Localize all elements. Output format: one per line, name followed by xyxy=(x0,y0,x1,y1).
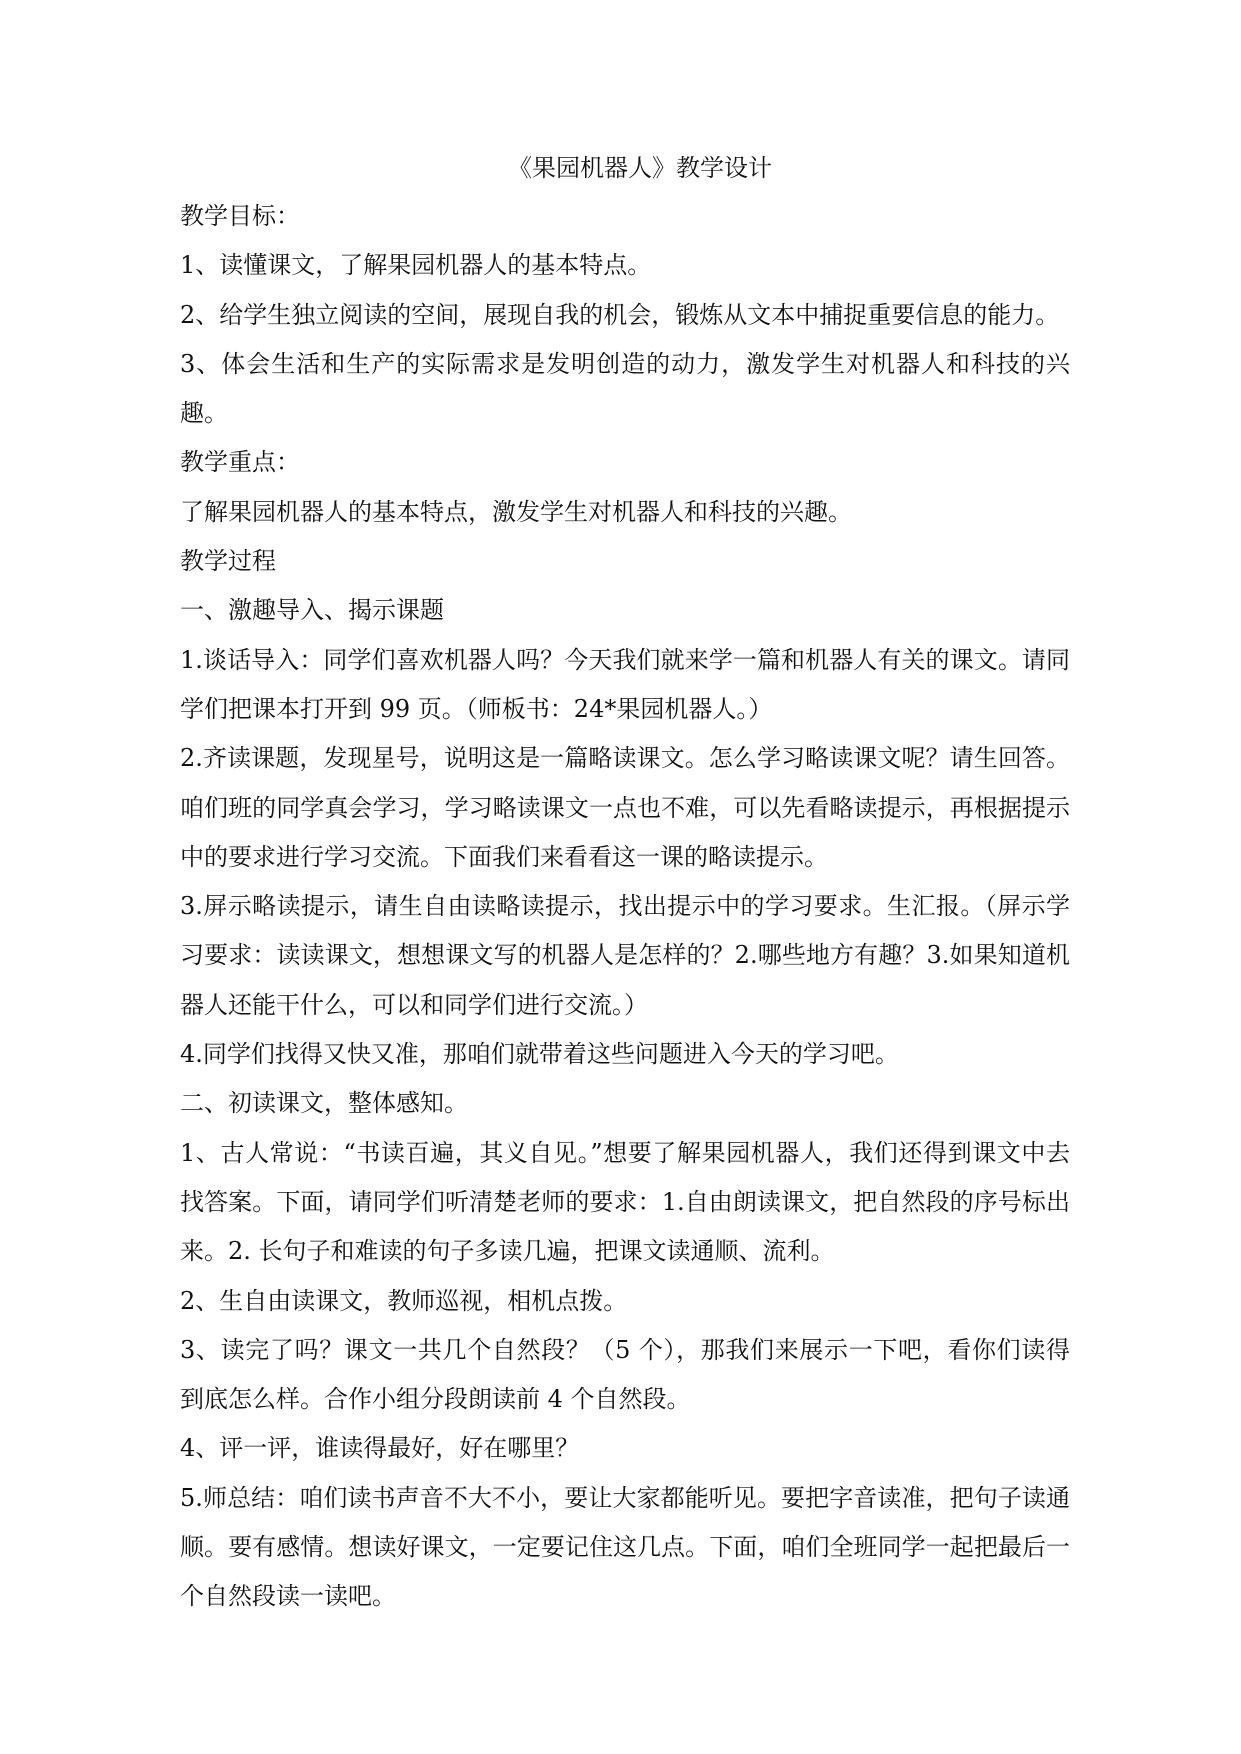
subsection-heading: 二、初读课文，整体感知。 xyxy=(180,1089,468,1118)
process-step: 3、读完了吗？课文一共几个自然段？（5 个），那我们来展示一下吧，看你们读得到底怎么样。合作小组分段朗读前 4 个自然段。 xyxy=(180,1335,1070,1414)
objective-item: 3、体会生活和生产的实际需求是发明创造的动力，激发学生对机器人和科技的兴趣。 xyxy=(180,349,1070,428)
process-step: 3.屏示略读提示，请生自由读略读提示，找出提示中的学习要求。生汇报。（屏示学习要求：读读课文，想想课文写的机器人是怎样的？2.哪些地方有趣？3.如果知道机器人还能干什么，可以和同学们进行交流。） xyxy=(180,892,1070,1019)
section-heading-process: 教学过程 xyxy=(180,547,276,576)
process-step: 4、评一评，谁读得最好，好在哪里？ xyxy=(180,1434,580,1463)
objective-item: 2、给学生独立阅读的空间，展现自我的机会，锻炼从文本中捕捉重要信息的能力。 xyxy=(180,300,1060,329)
key-point-text: 了解果园机器人的基本特点，激发学生对机器人和科技的兴趣。 xyxy=(180,497,852,526)
section-heading-key-points: 教学重点： xyxy=(180,448,300,477)
subsection-heading: 一、激趣导入、揭示课题 xyxy=(180,596,444,625)
process-step: 5.师总结：咱们读书声音不大不小，要让大家都能听见。要把字音读准，把句子读通顺。要有感情。想读好课文，一定要记住这几点。下面，咱们全班同学一起把最后一个自然段读一读吧。 xyxy=(180,1483,1070,1611)
process-step: 2.齐读课题，发现星号，说明这是一篇略读课文。怎么学习略读课文呢？请生回答。咱们班的同学真会学习，学习略读课文一点也不难，可以先看略读提示，再根据提示中的要求进行学习交流。下面我们来看看这一课的略读提示。 xyxy=(180,744,1070,871)
document-body xyxy=(180,144,1070,1622)
process-step: 1.谈话导入：同学们喜欢机器人吗？今天我们就来学一篇和机器人有关的课文。请同学们把课本打开到 99 页。（师板书：24*果园机器人。） xyxy=(180,645,1070,723)
process-step: 2、生自由读课文，教师巡视，相机点拨。 xyxy=(180,1286,628,1315)
process-step: 4.同学们找得又快又准，那咱们就带着这些问题进入今天的学习吧。 xyxy=(180,1040,899,1069)
document-title: 《果园机器人》教学设计 xyxy=(508,154,772,182)
section-heading-objectives: 教学目标： xyxy=(180,202,300,230)
objective-item: 1、读懂课文，了解果园机器人的基本特点。 xyxy=(180,251,652,280)
process-step: 1、古人常说：“书读百遍，其义自见。”想要了解果园机器人，我们还得到课文中去找答案。下面，请同学们听清楚老师的要求：1.自由朗读课文，把自然段的序号标出来。2. 长句子和难读的句子多读几遍，把课文读通顺、流利。 xyxy=(180,1138,1070,1266)
